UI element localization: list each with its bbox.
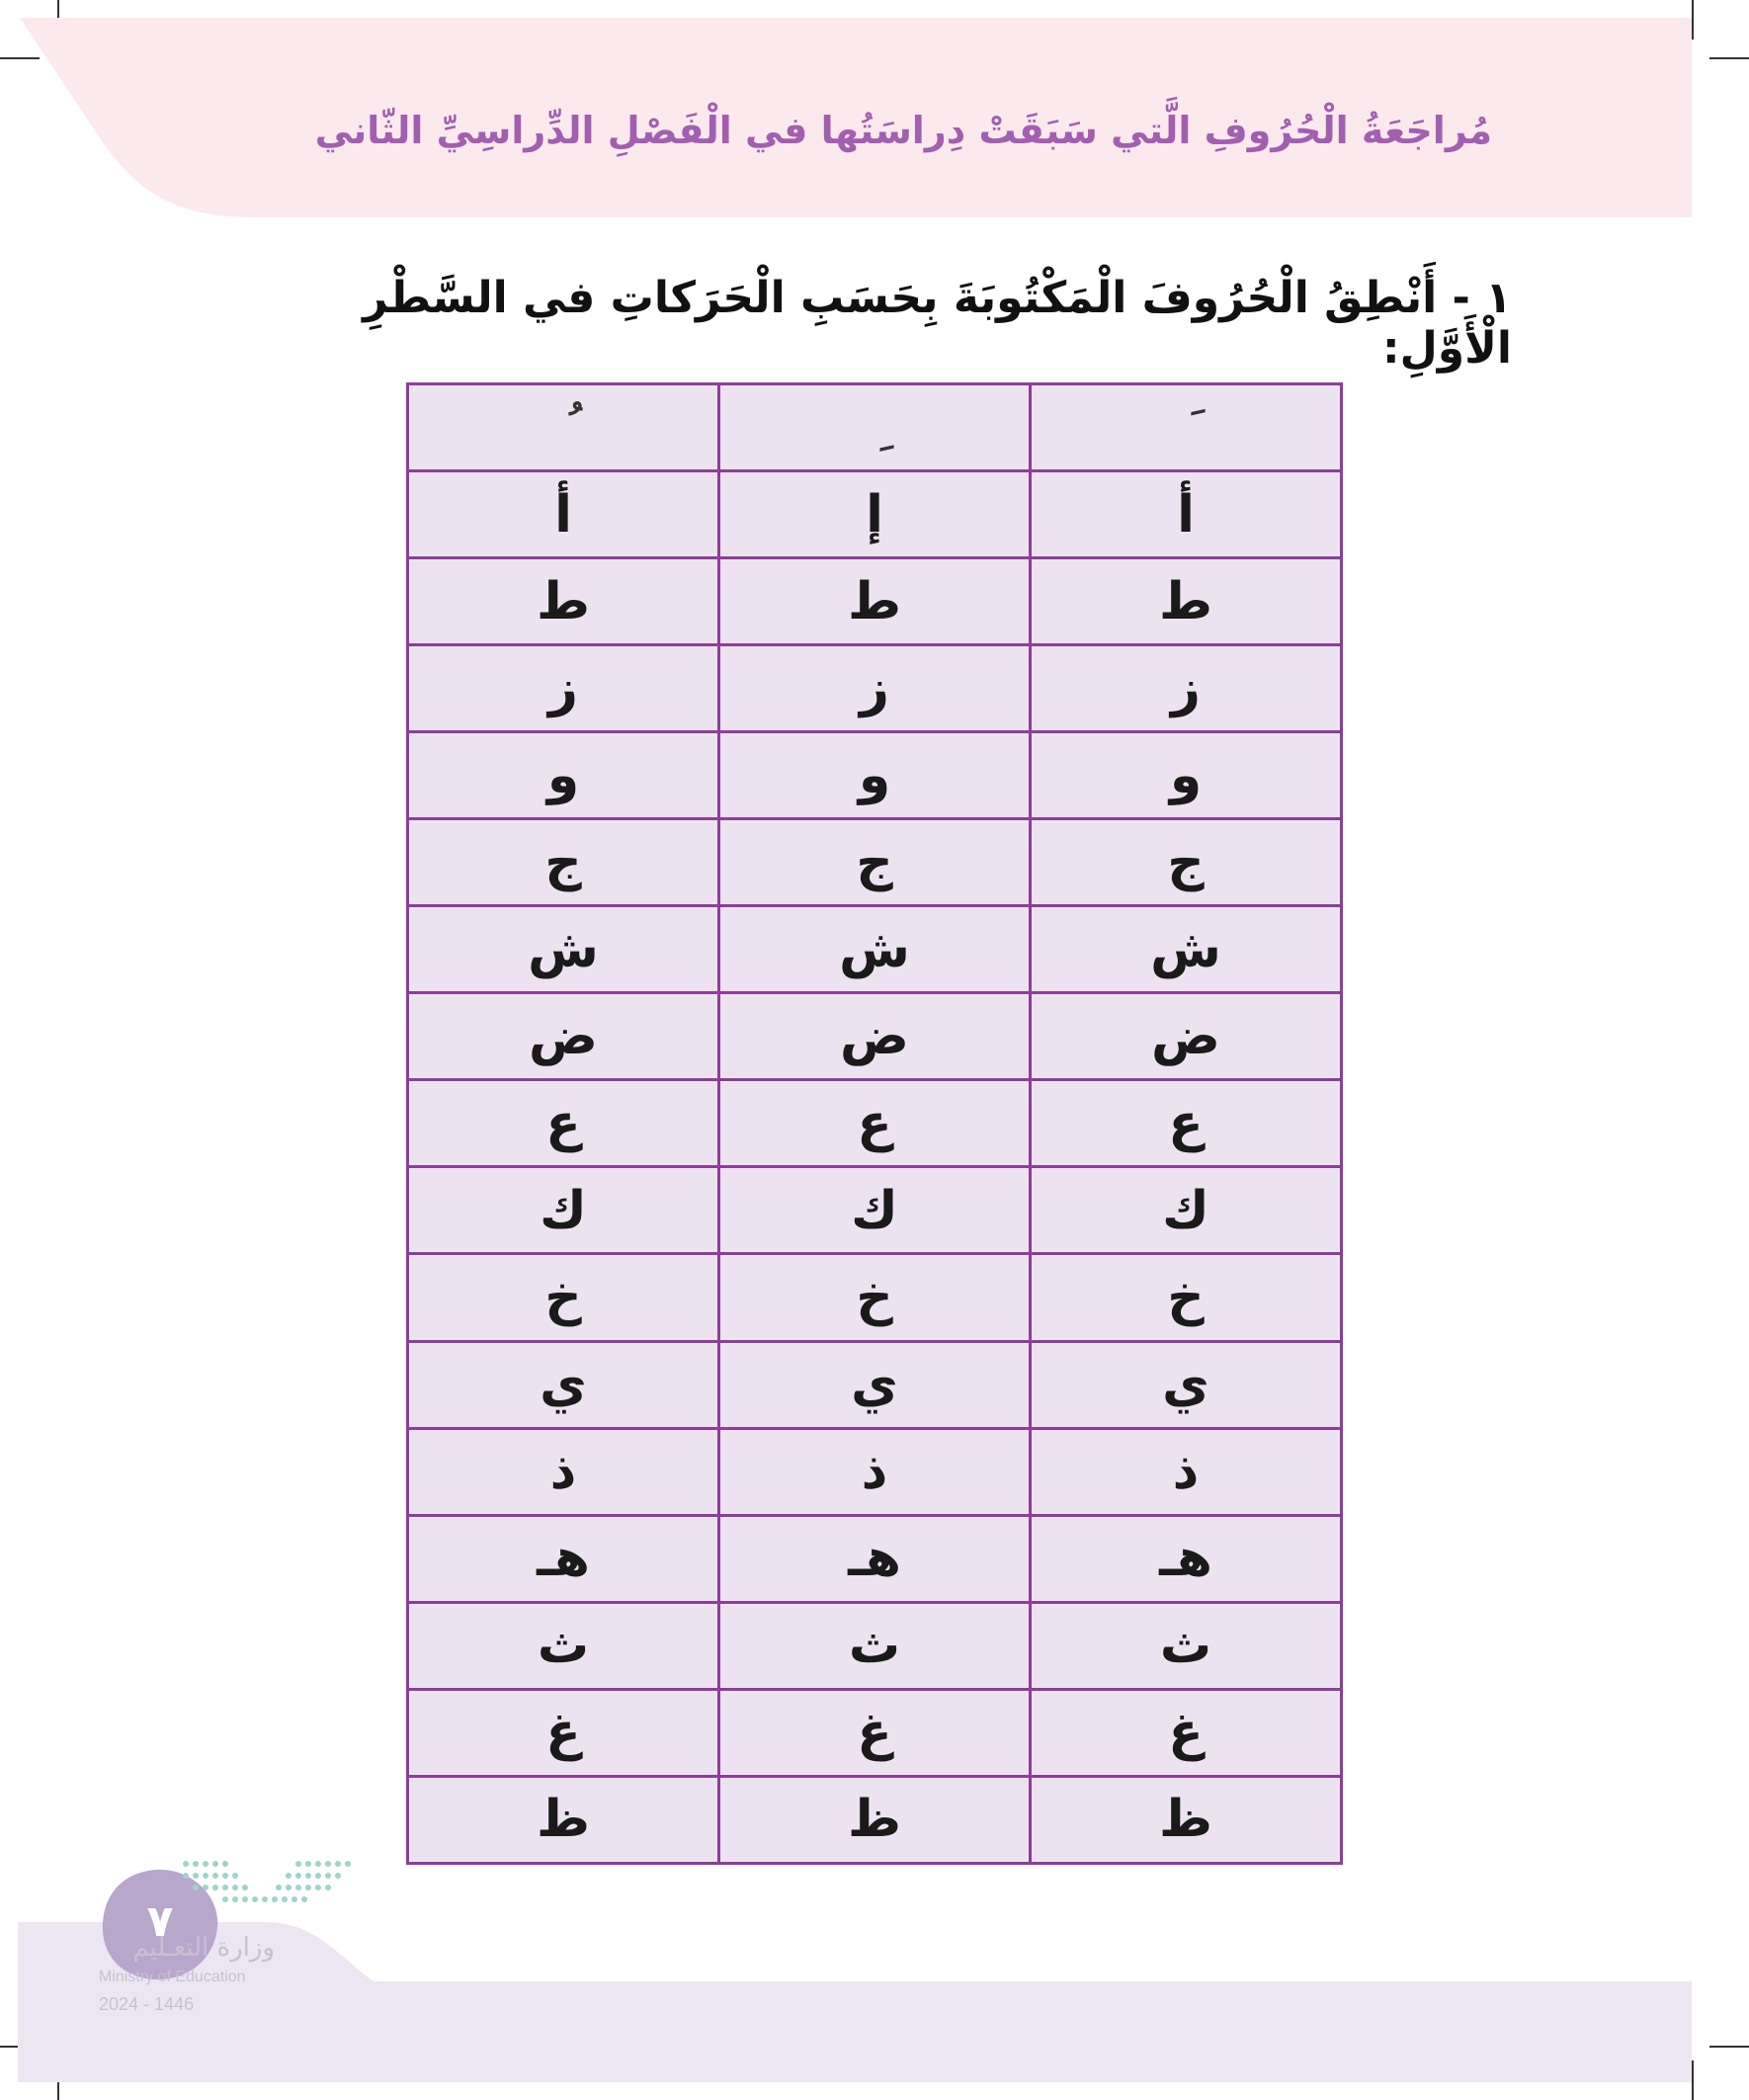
table-row (408, 732, 1342, 819)
letter-cell: ي (1031, 1341, 1342, 1428)
letter-cell: ج (408, 819, 719, 906)
letter-cell: هـ (408, 1515, 719, 1602)
haraka-kasra-cell (719, 384, 1031, 471)
table-row (408, 558, 1342, 645)
exercise-instruction: ١ - أَنْطِقُ الْحُرُوفَ الْمَكْتُوبَةَ بِحَسَبِ الْحَرَكاتِ في السَّطْرِ الْأَوَّلِ: (363, 273, 1512, 374)
table-row (408, 1254, 1342, 1341)
letter-cell: و (408, 732, 719, 819)
table-row (408, 1689, 1342, 1776)
letter-cell: ذ (1031, 1428, 1342, 1515)
table-row (408, 1515, 1342, 1602)
letter-cell: ز (1031, 645, 1342, 732)
edition-year: 2024 - 1446 (99, 1994, 195, 2014)
letter-cell: ش (719, 906, 1031, 993)
table-row (408, 1602, 1342, 1689)
page-title: مُراجَعَةُ الْحُرُوفِ الَّتي سَبَقَتْ دِراسَتُها في الْفَصْلِ الدِّراسِيِّ الثّاني (314, 109, 1492, 152)
letter-cell: أ (1031, 471, 1342, 558)
letter-cell: ي (408, 1341, 719, 1428)
letter-cell: ط (408, 558, 719, 645)
crop-mark (1692, 2060, 1694, 2100)
letter-cell: خ (408, 1254, 719, 1341)
crop-mark (1692, 0, 1694, 40)
letter-cell: خ (719, 1254, 1031, 1341)
page-number: ٧ (146, 1896, 174, 1947)
harakat-row (408, 384, 1342, 471)
letter-cell: خ (1031, 1254, 1342, 1341)
letter-cell: ز (408, 645, 719, 732)
letter-cell: ط (1031, 558, 1342, 645)
letter-cell: هـ (719, 1515, 1031, 1602)
letter-cell: أ (408, 471, 719, 558)
table-row (408, 1080, 1342, 1167)
crop-mark (1709, 57, 1749, 59)
letter-cell: ض (1031, 993, 1342, 1080)
table-row (408, 1341, 1342, 1428)
letter-cell: ذ (719, 1428, 1031, 1515)
letter-cell: ش (408, 906, 719, 993)
letter-cell: إ (719, 471, 1031, 558)
letter-cell: ظ (408, 1776, 719, 1863)
table-row (408, 993, 1342, 1080)
letter-cell: ذ (408, 1428, 719, 1515)
letter-cell: هـ (1031, 1515, 1342, 1602)
letter-cell: غ (1031, 1689, 1342, 1776)
letter-cell: ض (408, 993, 719, 1080)
letter-cell: ز (719, 645, 1031, 732)
table-row (408, 471, 1342, 558)
crop-mark (1709, 2046, 1749, 2048)
letter-cell: غ (408, 1689, 719, 1776)
haraka-fatha-cell (1031, 384, 1342, 471)
letter-cell: ض (719, 993, 1031, 1080)
letters-table (406, 382, 1343, 1865)
letter-cell: ث (719, 1602, 1031, 1689)
ministry-name-arabic: وزارة التعـليم (132, 1933, 275, 1963)
letter-cell: و (1031, 732, 1342, 819)
letter-cell: ث (408, 1602, 719, 1689)
letter-cell: ك (408, 1167, 719, 1254)
letter-cell: ط (719, 558, 1031, 645)
letter-cell: ظ (719, 1776, 1031, 1863)
letter-cell: ع (1031, 1080, 1342, 1167)
haraka-damma-cell (408, 384, 719, 471)
table-row (408, 906, 1342, 993)
letter-cell: ث (1031, 1602, 1342, 1689)
letter-cell: ك (1031, 1167, 1342, 1254)
letter-cell: ظ (1031, 1776, 1342, 1863)
ministry-logo-icon (180, 1856, 353, 1907)
letter-cell: ك (719, 1167, 1031, 1254)
ministry-name-english: Ministry of Education (99, 1969, 246, 1985)
letter-cell: ج (1031, 819, 1342, 906)
letter-cell: ع (408, 1080, 719, 1167)
letter-cell: ج (719, 819, 1031, 906)
letter-cell: ي (719, 1341, 1031, 1428)
letter-cell: غ (719, 1689, 1031, 1776)
table-row (408, 819, 1342, 906)
letter-cell: ش (1031, 906, 1342, 993)
table-row (408, 1428, 1342, 1515)
letter-cell: و (719, 732, 1031, 819)
letter-cell: ع (719, 1080, 1031, 1167)
table-row (408, 645, 1342, 732)
table-row (408, 1776, 1342, 1863)
table-row (408, 1167, 1342, 1254)
